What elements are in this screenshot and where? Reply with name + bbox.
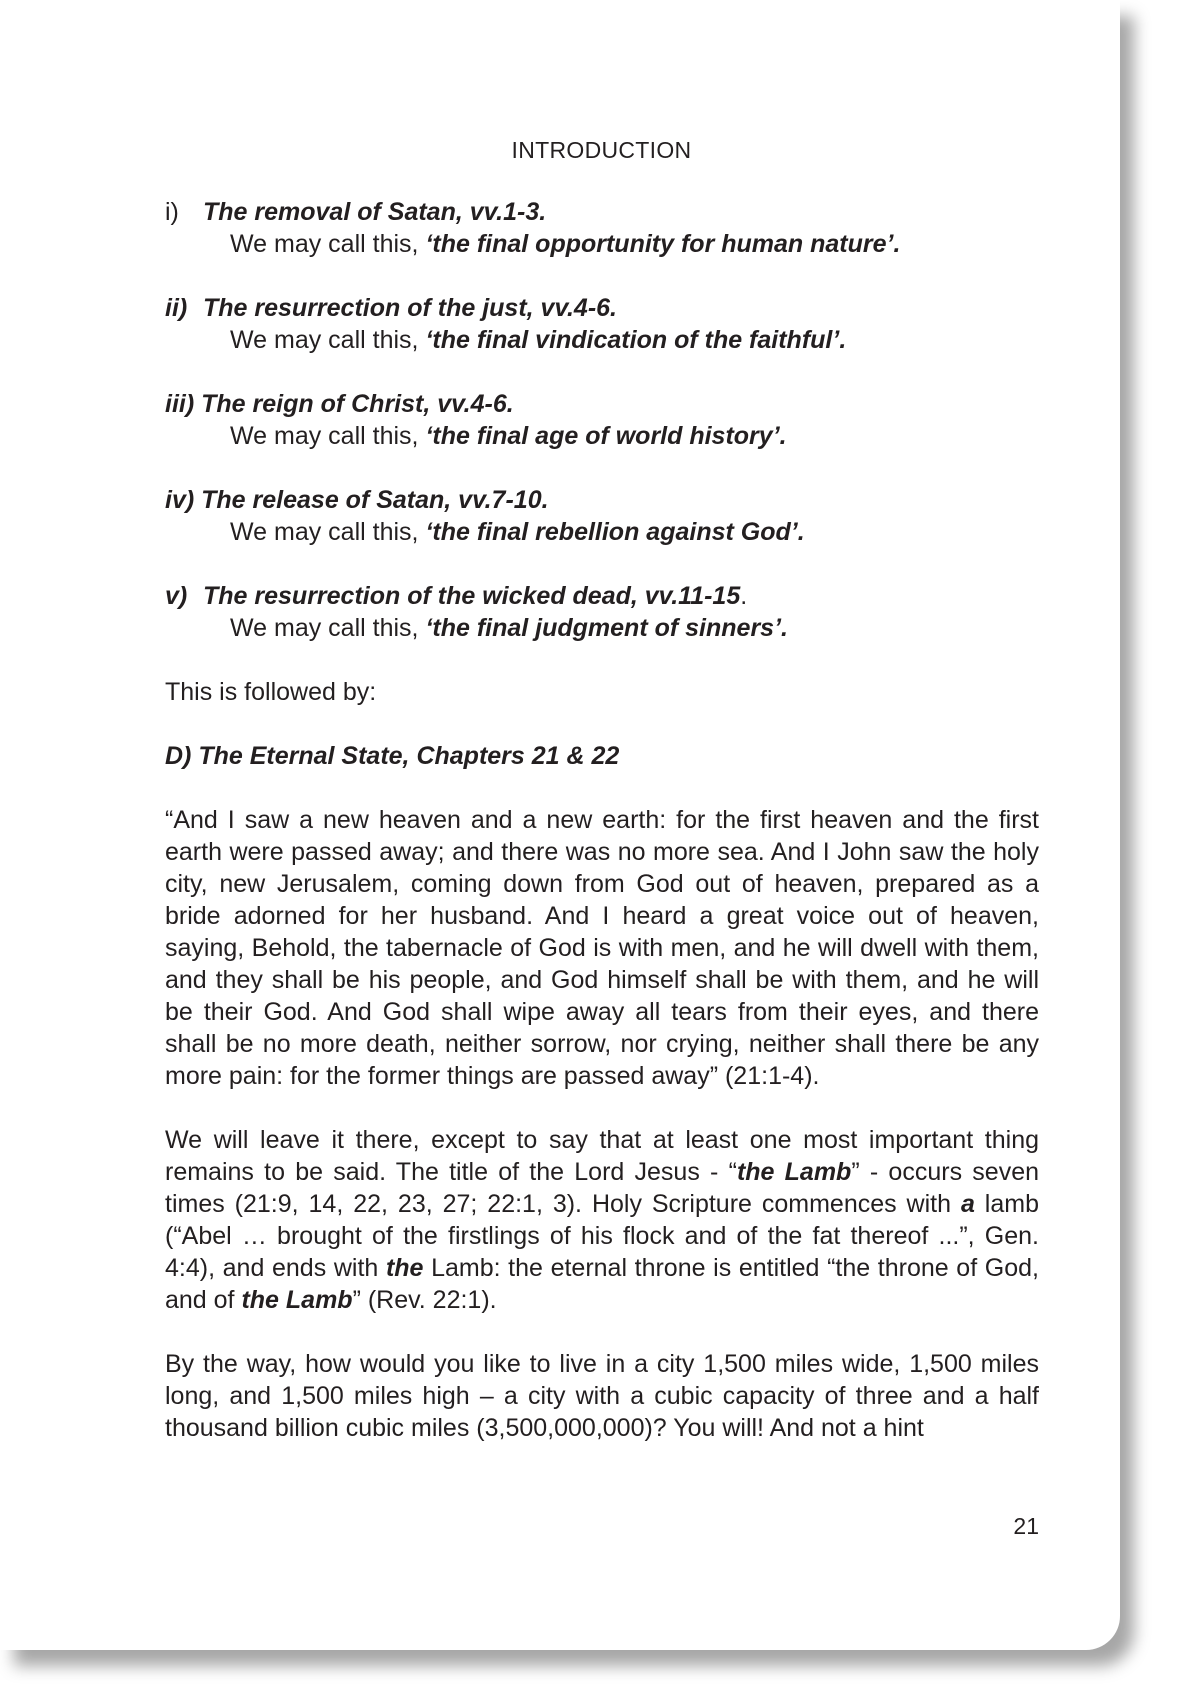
outline-title: The reign of Christ, vv.4-6. (201, 390, 514, 418)
outline-heading (165, 484, 1039, 516)
outline-item-4 (165, 484, 1039, 548)
lamb-text-4: Lamb: the eternal throne is entitled “the throne of God, and of (165, 1254, 1039, 1314)
outline-title-trail: . (740, 582, 748, 610)
outline-subline (165, 420, 1039, 452)
outline-numeral: iv) (165, 486, 195, 514)
outline-numeral: i) (165, 198, 179, 226)
lamb-emphasis-1: the Lamb (736, 1158, 852, 1186)
lamb-text-3: lamb (“Abel … brought of the firstlings of his flock and of the fat thereof ...”, Gen. 4:4), and ends with (165, 1190, 1039, 1282)
outline-item-2 (165, 292, 1039, 356)
lamb-emphasis-4: the Lamb (241, 1286, 353, 1314)
lamb-emphasis-3: the (385, 1254, 424, 1282)
city-paragraph: By the way, how would you like to live in a city 1,500 miles wide, 1,500 miles long, and 1,500 miles high – a city with a cubic capacity of three and a half thousand billion cubic miles (3,500,000,000)? You will! And not a hint (165, 1350, 1039, 1442)
lamb-text-1: We will leave it there, except to say that at least one most important thing remains to be said. The title of the Lord Jesus - “ (165, 1126, 1039, 1186)
outline-subline (165, 516, 1039, 548)
outline-sub-prefix: We may call this, (230, 518, 426, 546)
outline-title: The release of Satan, vv.7-10. (201, 486, 549, 514)
section-d-heading: D) The Eternal State, Chapters 21 & 22 (165, 742, 620, 770)
outline-title: The removal of Satan, vv.1-3. (203, 198, 547, 226)
outline-sub-prefix: We may call this, (230, 614, 426, 642)
running-head: INTRODUCTION (511, 137, 692, 163)
outline-heading (165, 580, 1039, 612)
followed-by-text: This is followed by: (165, 678, 377, 706)
outline-subline (165, 612, 1039, 644)
outline-sub-prefix: We may call this, (230, 230, 426, 258)
outline-subline (165, 228, 1039, 260)
outline-item-5 (165, 580, 1039, 644)
outline-numeral: ii) (165, 294, 188, 322)
outline-title: The resurrection of the just, vv.4-6. (203, 294, 618, 322)
outline-numeral: v) (165, 582, 188, 610)
page-number: 21 (1013, 1513, 1039, 1539)
outline-heading (165, 292, 1039, 324)
outline-sub-phrase: ‘the final opportunity for human nature’. (425, 230, 901, 258)
lamb-paragraph (165, 1124, 1039, 1316)
outline-subline (165, 324, 1039, 356)
outline-heading (165, 388, 1039, 420)
lamb-emphasis-2: a (960, 1190, 975, 1218)
lamb-text-2: ” - occurs seven times (21:9, 14, 22, 23, 27; 22:1, 3). Holy Scripture commences with (165, 1158, 1039, 1218)
outline-sub-phrase: ‘the final rebellion against God’. (425, 518, 805, 546)
outline-heading (165, 196, 1039, 228)
outline-numeral: iii) (165, 390, 195, 418)
outline-item-3 (165, 388, 1039, 452)
page-body (165, 196, 1039, 1476)
lamb-text-5: ” (Rev. 22:1). (352, 1286, 497, 1314)
outline-sub-phrase: ‘the final judgment of sinners’. (425, 614, 788, 642)
outline-sub-prefix: We may call this, (230, 422, 426, 450)
outline-title: The resurrection of the wicked dead, vv.11-15 (203, 582, 741, 610)
outline-sub-phrase: ‘the final vindication of the faithful’. (425, 326, 847, 354)
outline-sub-prefix: We may call this, (230, 326, 426, 354)
outline-item-1 (165, 196, 1039, 260)
outline-sub-phrase: ‘the final age of world history’. (425, 422, 787, 450)
scripture-quote-paragraph: “And I saw a new heaven and a new earth: for the first heaven and the first earth were passed away; and there was no more sea. And I John saw the holy city, new Jerusalem, coming down from God out of heaven, prepared as a bride adorned for her husband. And I heard a great voice out of heaven, saying, Behold, the tabernacle of God is with men, and he will dwell with them, and they shall be his people, and God himself shall be with them, and he will be their God. And God shall wipe away all tears from their eyes, and there shall be no more death, neither sorrow, nor crying, neither shall there be any more pain: for the former things are passed away” (21:1-4). (165, 806, 1039, 1090)
